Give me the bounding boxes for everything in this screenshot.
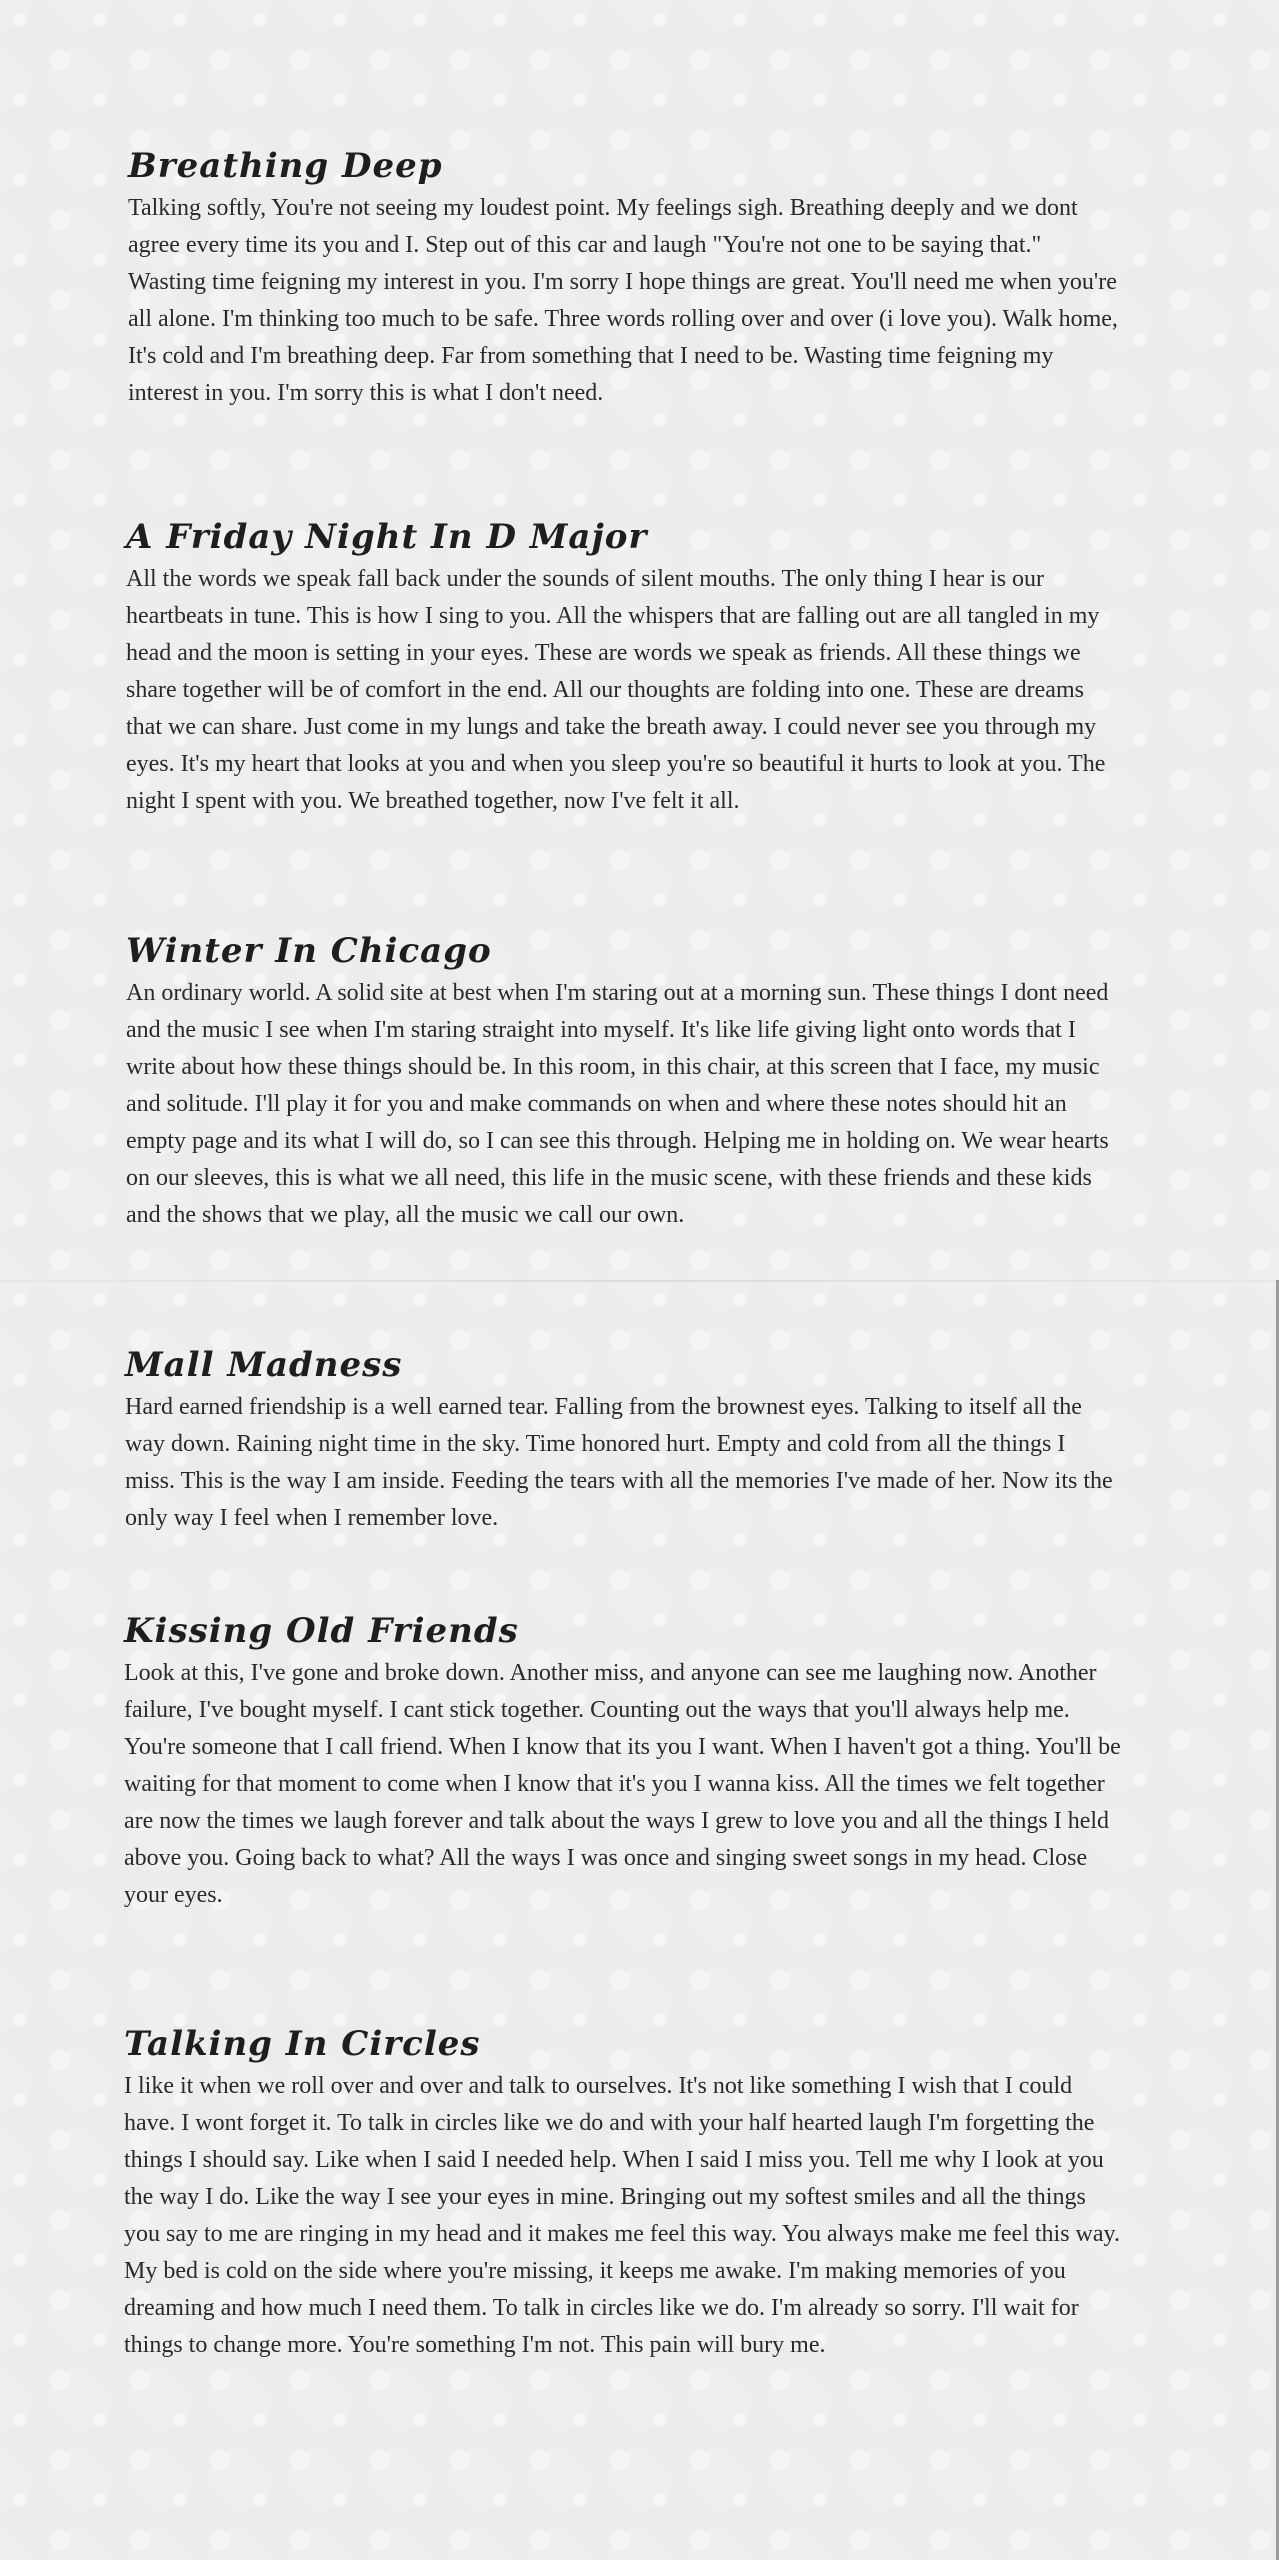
song-title: Kissing Old Friends — [124, 1611, 519, 1651]
song-lyrics: Look at this, I've gone and broke down. Another miss, and anyone can see me laughing now. Another failure, I've bought myself. I cant stick together. Counting out the ways that you'll always help me. You're someone that I call friend. When I know that its you I want. When I haven't got a thing. You'll be waiting for that moment to come when I know that it's you I wanna kiss. All the times we felt together are now the times we laugh forever and talk about the ways I grew to love you and all the things I held above you. Going back to what? All the ways I was once and singing sweet songs in my head. Close your eyes. — [124, 1660, 1121, 1908]
song-lyrics: Hard earned friendship is a well earned tear. Falling from the brownest eyes. Talking to itself all the way down. Raining night time in the sky. Time honored hurt. Empty and cold from all the things I miss. This is the way I am inside. Feeding the tears with all the memories I've made of her. Now its the only way I feel when I remember love. — [125, 1394, 1113, 1531]
song-winter-in-chicago — [126, 929, 1116, 1234]
song-lyrics: I like it when we roll over and over and talk to ourselves. It's not like something I wish that I could have. I wont forget it. To talk in circles like we do and with your half hearted laugh I'm forgetting the things I should say. Like when I said I needed help. When I said I miss you. Tell me why I look at you the way I do. Like the way I see your eyes in mine. Bringing out my softest smiles and all the things you say to me are ringing in my head and it makes me feel this way. You always make me feel this way. My bed is cold on the side where you're missing, it keeps me awake. I'm making memories of you dreaming and how much I need them. To talk in circles like we do. I'm already so sorry. I'll wait for things to change more. You're something I'm not. This pain will bury me. — [124, 2073, 1120, 2358]
song-lyrics: All the words we speak fall back under the sounds of silent mouths. The only thing I hear is our heartbeats in tune. This is how I sing to you. All the whispers that are falling out are all tangled in my head and the moon is setting in your eyes. These are words we speak as friends. All these things we share together will be of comfort in the end. All our thoughts are folding into one. These are dreams that we can share. Just come in my lungs and take the breath away. I could never see you through my eyes. It's my heart that looks at you and when you sleep you're so beautiful it hurts to look at you. The night I spent with you. We breathed together, now I've felt it all. — [126, 566, 1106, 814]
song-talking-in-circles — [124, 2022, 1124, 2364]
song-title: Mall Madness — [125, 1345, 403, 1385]
page-fold-line — [0, 1280, 1279, 1282]
song-title: Breathing Deep — [128, 146, 443, 186]
song-breathing-deep — [128, 144, 1118, 412]
song-title: Winter In Chicago — [126, 931, 492, 971]
song-title: Talking In Circles — [124, 2024, 481, 2064]
song-kissing-old-friends — [124, 1609, 1124, 1914]
song-lyrics: Talking softly, You're not seeing my loudest point. My feelings sigh. Breathing deeply and we dont agree every time its you and I. Step out of this car and laugh "You're not one to be saying that." Wasting time feigning my interest in you. I'm sorry I hope things are great. You'll need me when you're all alone. I'm thinking too much to be safe. Three words rolling over and over (i love you). Walk home, It's cold and I'm breathing deep. Far from something that I need to be. Wasting time feigning my interest in you. I'm sorry this is what I don't need. — [128, 195, 1118, 406]
song-mall-madness — [125, 1343, 1115, 1537]
song-title: A Friday Night In D Major — [126, 517, 648, 557]
song-lyrics: An ordinary world. A solid site at best when I'm staring out at a morning sun. These things I dont need and the music I see when I'm staring straight into myself. It's like life giving light onto words that I write about how these things should be. In this room, in this chair, at this screen that I face, my music and solitude. I'll play it for you and make commands on when and where these notes should hit an empty page and its what I will do, so I can see this through. Helping me in holding on. We wear hearts on our sleeves, this is what we all need, this life in the music scene, with these friends and these kids and the shows that we play, all the music we call our own. — [126, 980, 1109, 1228]
song-a-friday-night-in-d-major — [126, 515, 1118, 820]
